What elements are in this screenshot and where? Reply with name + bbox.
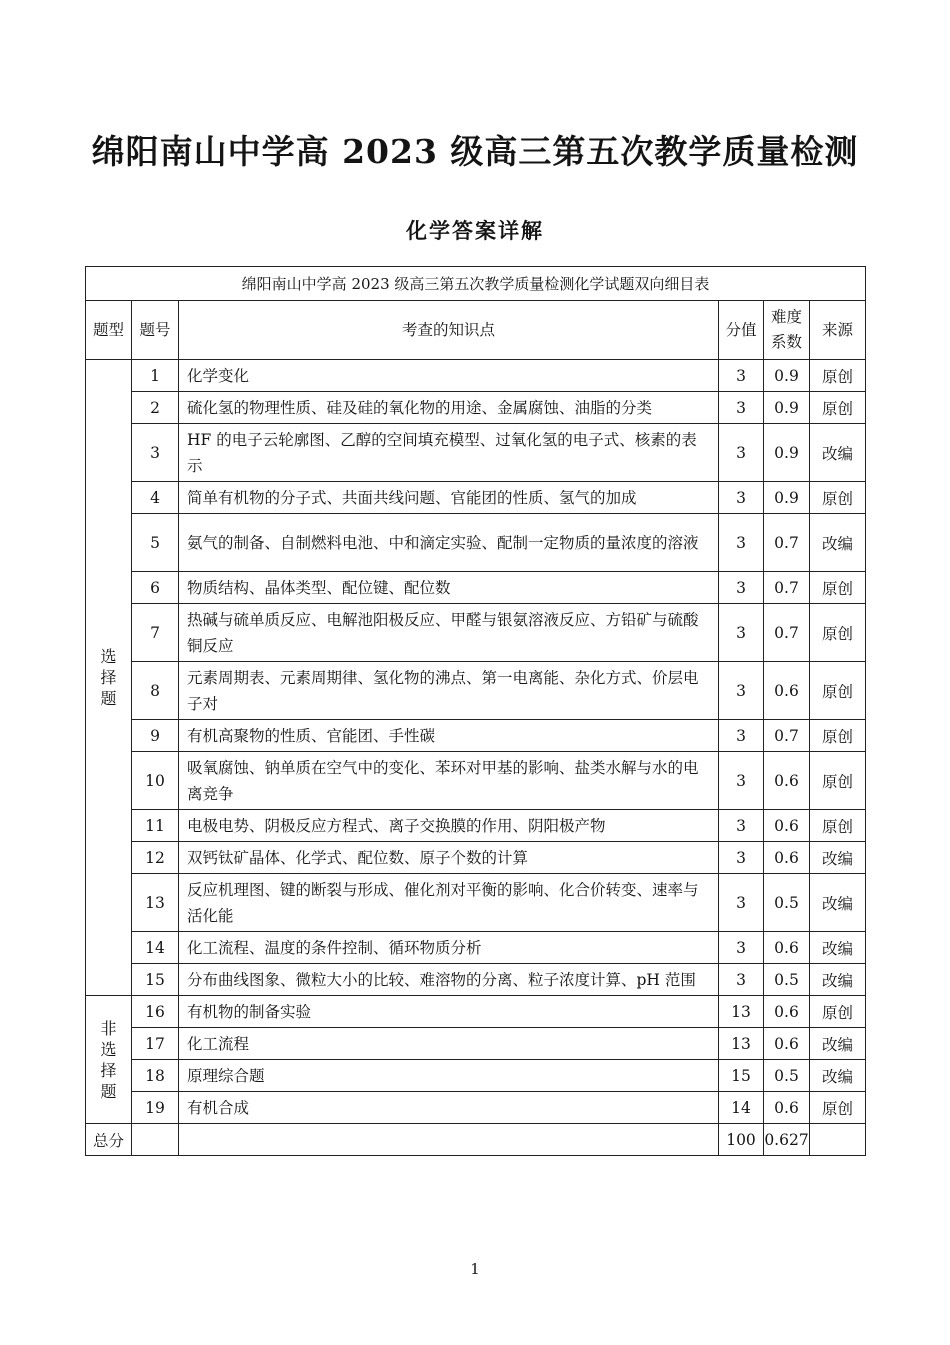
- score-cell: 3: [719, 720, 764, 752]
- score-cell: 3: [719, 662, 764, 720]
- total-score-cell: 100: [719, 1124, 764, 1156]
- difficulty-cell: 0.9: [764, 392, 810, 424]
- difficulty-cell: 0.7: [764, 720, 810, 752]
- knowledge-point-cell: 简单有机物的分子式、共面共线问题、官能团的性质、氢气的加成: [179, 482, 719, 514]
- source-cell: 原创: [810, 360, 866, 392]
- score-cell: 14: [719, 1092, 764, 1124]
- table-row: [86, 1092, 866, 1124]
- difficulty-cell: 0.6: [764, 752, 810, 810]
- question-number-cell: 2: [132, 392, 179, 424]
- header-difficulty: 难度系数: [764, 301, 810, 360]
- table-caption-row: [86, 267, 866, 301]
- question-number-cell: 13: [132, 874, 179, 932]
- table-row: [86, 482, 866, 514]
- document-title: 绵阳南山中学高 2023 级高三第五次教学质量检测: [91, 132, 859, 171]
- source-cell: 原创: [810, 752, 866, 810]
- table-row: [86, 932, 866, 964]
- total-source-cell: [810, 1124, 866, 1156]
- score-cell: 15: [719, 1060, 764, 1092]
- difficulty-cell: 0.5: [764, 1060, 810, 1092]
- difficulty-cell: 0.6: [764, 996, 810, 1028]
- source-cell: 改编: [810, 1028, 866, 1060]
- source-cell: 原创: [810, 392, 866, 424]
- question-number-cell: 7: [132, 604, 179, 662]
- table-row: [86, 964, 866, 996]
- question-number-cell: 17: [132, 1028, 179, 1060]
- source-cell: 原创: [810, 482, 866, 514]
- knowledge-point-cell: 化工流程、温度的条件控制、循环物质分析: [179, 932, 719, 964]
- table-caption: 绵阳南山中学高 2023 级高三第五次教学质量检测化学试题双向细目表: [86, 267, 866, 301]
- question-number-cell: 3: [132, 424, 179, 482]
- source-cell: 改编: [810, 874, 866, 932]
- header-type: 题型: [86, 301, 132, 360]
- score-cell: 3: [719, 810, 764, 842]
- question-type-cell: 选择题: [86, 360, 132, 996]
- score-cell: 3: [719, 360, 764, 392]
- question-number-cell: 19: [132, 1092, 179, 1124]
- knowledge-point-cell: 硫化氢的物理性质、硅及硅的氧化物的用途、金属腐蚀、油脂的分类: [179, 392, 719, 424]
- source-cell: 改编: [810, 1060, 866, 1092]
- score-cell: 3: [719, 842, 764, 874]
- table-row: [86, 720, 866, 752]
- source-cell: 原创: [810, 996, 866, 1028]
- page-number: 1: [470, 1260, 480, 1278]
- score-cell: 3: [719, 482, 764, 514]
- table-row: [86, 1028, 866, 1060]
- table-row: [86, 996, 866, 1028]
- source-cell: 原创: [810, 810, 866, 842]
- difficulty-cell: 0.9: [764, 424, 810, 482]
- question-number-cell: 5: [132, 514, 179, 572]
- question-number-cell: 14: [132, 932, 179, 964]
- header-number: 题号: [132, 301, 179, 360]
- table-row: [86, 392, 866, 424]
- source-cell: 原创: [810, 720, 866, 752]
- difficulty-cell: 0.5: [764, 874, 810, 932]
- table-row: [86, 514, 866, 572]
- question-number-cell: 15: [132, 964, 179, 996]
- score-cell: 3: [719, 514, 764, 572]
- table-row: [86, 842, 866, 874]
- knowledge-point-cell: 化学变化: [179, 360, 719, 392]
- knowledge-point-cell: 反应机理图、键的断裂与形成、催化剂对平衡的影响、化合价转变、速率与活化能: [179, 874, 719, 932]
- difficulty-cell: 0.6: [764, 1028, 810, 1060]
- knowledge-point-cell: 吸氧腐蚀、钠单质在空气中的变化、苯环对甲基的影响、盐类水解与水的电离竞争: [179, 752, 719, 810]
- table-header-row: [86, 301, 866, 360]
- knowledge-point-cell: 电极电势、阴极反应方程式、离子交换膜的作用、阴阳极产物: [179, 810, 719, 842]
- score-cell: 3: [719, 874, 764, 932]
- score-cell: 3: [719, 572, 764, 604]
- difficulty-cell: 0.6: [764, 810, 810, 842]
- total-label-cell: 总分: [86, 1124, 132, 1156]
- score-cell: 3: [719, 932, 764, 964]
- question-number-cell: 6: [132, 572, 179, 604]
- total-number-cell: [132, 1124, 179, 1156]
- knowledge-point-cell: 原理综合题: [179, 1060, 719, 1092]
- score-cell: 13: [719, 1028, 764, 1060]
- header-source: 来源: [810, 301, 866, 360]
- score-cell: 3: [719, 392, 764, 424]
- knowledge-point-cell: 热碱与硫单质反应、电解池阳极反应、甲醛与银氨溶液反应、方铅矿与硫酸铜反应: [179, 604, 719, 662]
- total-difficulty-cell: 0.627: [764, 1124, 810, 1156]
- table-row: [86, 572, 866, 604]
- question-number-cell: 16: [132, 996, 179, 1028]
- table-row: [86, 604, 866, 662]
- knowledge-point-cell: 分布曲线图象、微粒大小的比较、难溶物的分离、粒子浓度计算、pH 范围: [179, 964, 719, 996]
- question-type-cell: 非选择题: [86, 996, 132, 1124]
- table-row: [86, 360, 866, 392]
- source-cell: 改编: [810, 842, 866, 874]
- difficulty-cell: 0.9: [764, 482, 810, 514]
- knowledge-point-cell: HF 的电子云轮廓图、乙醇的空间填充模型、过氧化氢的电子式、核素的表示: [179, 424, 719, 482]
- knowledge-point-cell: 化工流程: [179, 1028, 719, 1060]
- knowledge-point-cell: 有机高聚物的性质、官能团、手性碳: [179, 720, 719, 752]
- score-cell: 3: [719, 752, 764, 810]
- source-cell: 原创: [810, 1092, 866, 1124]
- header-knowledge: 考查的知识点: [179, 301, 719, 360]
- source-cell: 改编: [810, 964, 866, 996]
- question-number-cell: 12: [132, 842, 179, 874]
- score-cell: 3: [719, 964, 764, 996]
- knowledge-point-cell: 元素周期表、元素周期律、氢化物的沸点、第一电离能、杂化方式、价层电子对: [179, 662, 719, 720]
- difficulty-cell: 0.9: [764, 360, 810, 392]
- table-row: [86, 662, 866, 720]
- difficulty-cell: 0.6: [764, 842, 810, 874]
- question-number-cell: 11: [132, 810, 179, 842]
- score-cell: 13: [719, 996, 764, 1028]
- question-number-cell: 1: [132, 360, 179, 392]
- table-row: [86, 1060, 866, 1092]
- total-row: [86, 1124, 866, 1156]
- question-number-cell: 9: [132, 720, 179, 752]
- difficulty-cell: 0.7: [764, 572, 810, 604]
- question-number-cell: 10: [132, 752, 179, 810]
- source-cell: 原创: [810, 604, 866, 662]
- knowledge-point-cell: 有机物的制备实验: [179, 996, 719, 1028]
- table-row: [86, 752, 866, 810]
- difficulty-cell: 0.6: [764, 1092, 810, 1124]
- question-number-cell: 8: [132, 662, 179, 720]
- source-cell: 改编: [810, 932, 866, 964]
- header-score: 分值: [719, 301, 764, 360]
- difficulty-cell: 0.6: [764, 932, 810, 964]
- source-cell: 改编: [810, 424, 866, 482]
- difficulty-cell: 0.5: [764, 964, 810, 996]
- knowledge-point-cell: 物质结构、晶体类型、配位键、配位数: [179, 572, 719, 604]
- knowledge-point-cell: 氨气的制备、自制燃料电池、中和滴定实验、配制一定物质的量浓度的溶液: [179, 514, 719, 572]
- knowledge-point-cell: 双钙钛矿晶体、化学式、配位数、原子个数的计算: [179, 842, 719, 874]
- difficulty-cell: 0.6: [764, 662, 810, 720]
- table-row: [86, 810, 866, 842]
- question-number-cell: 18: [132, 1060, 179, 1092]
- source-cell: 改编: [810, 514, 866, 572]
- knowledge-point-cell: 有机合成: [179, 1092, 719, 1124]
- difficulty-cell: 0.7: [764, 514, 810, 572]
- difficulty-cell: 0.7: [764, 604, 810, 662]
- total-knowledge-cell: [179, 1124, 719, 1156]
- table-row: [86, 874, 866, 932]
- source-cell: 原创: [810, 572, 866, 604]
- document-subtitle: 化学答案详解: [406, 219, 544, 243]
- score-cell: 3: [719, 604, 764, 662]
- specification-table: [85, 266, 866, 1156]
- question-number-cell: 4: [132, 482, 179, 514]
- table-row: [86, 424, 866, 482]
- source-cell: 原创: [810, 662, 866, 720]
- score-cell: 3: [719, 424, 764, 482]
